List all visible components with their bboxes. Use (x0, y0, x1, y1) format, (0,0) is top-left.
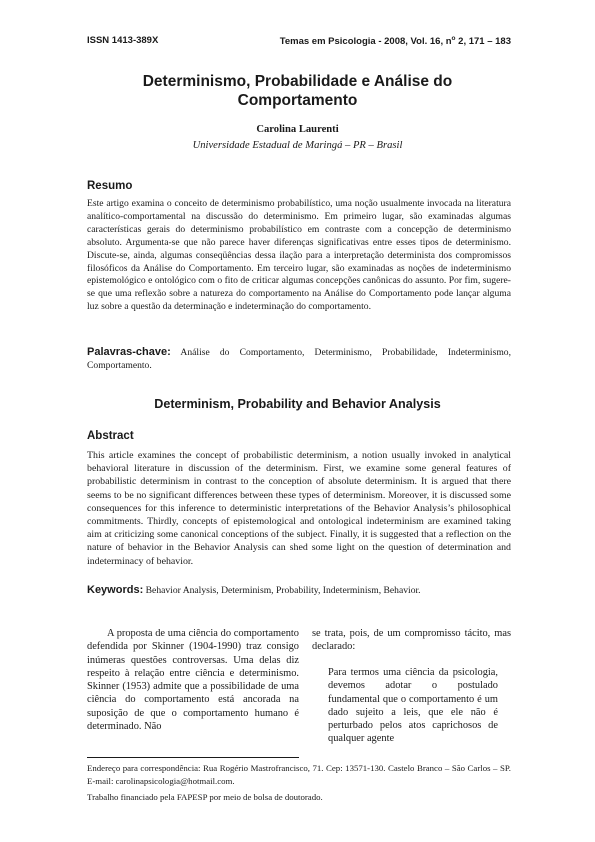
article-title-pt-line1: Determinismo, Probabilidade e Análise do (142, 73, 453, 90)
body-column-right-intro: se trata, pois, de um compromisso tácito, mas declarado: (312, 628, 511, 653)
journal-pages-text: 2, 171 – 183 (455, 36, 511, 48)
funding-footnote: Trabalho financiado pela FAPESP por meio de bolsa de doutorado. (87, 792, 323, 802)
block-quote: Para termos uma ciência da psicologia, devemos adotar o postulado fundamental que o comportamento é um dado sujeito a leis, que ele não é perturbado pelos atos caprichosos de qualquer agente (328, 667, 498, 745)
article-title-pt (60, 72, 535, 110)
abstract-text: This article examines the concept of probabilistic determinism, a notion usually invoked in analytical behavioral literature in discussion of the determinism. First, we examine some general features of probabilistic determinism in contrast to the conception of absolute determinism. It is argued that there seems to be no significant differences between these types of determinism. Moreover, it is discussed some consequences for this inference to deterministic interpretations of the Behavior Analysis’s philosophical commitments. Thirdly, concepts of epistemological and ontological indeterminism are examined taking aim at criticizing some canonical conceptions of the subject. Finally, it is suggested that a reflection on the nature of behavior in the Behavior Analysis can shed some light on the question of determination and indeterminacy of behavior. (87, 450, 511, 567)
abstract-heading: Abstract (87, 430, 134, 442)
resumo-text: Este artigo examina o conceito de determinismo probabilístico, uma noção usualmente invocada na literatura analítico-comportamental na discussão do determinismo. Em primeiro lugar, são examinadas algumas características gerais do determinismo probabilístico em contraste com a concepção de determinismo absoluto. Argumenta-se que não parece haver diferenças significativas entre esses tipos de determinismo. Discute-se, ainda, algumas conseqüências dessa ilação para a interpretação determinista dos compromissos filosóficos da Análise do Comportamento. Em terceiro lugar, são examinadas as noções de indeterminismo epistemológico e ontológico com o fito de criticar algumas concepções canônicas do assunto. Por fim, sugere-se que uma reflexão sobre a natureza do comportamento na Análise do Comportamento pode lançar alguma luz sobre a questão da determinação e indeterminação do comportamento. (87, 198, 511, 313)
keywords-list: Behavior Analysis, Determinism, Probability, Indeterminism, Behavior. (145, 585, 421, 596)
keywords-label: Keywords: (87, 584, 144, 596)
article-title-pt-line2: Comportamento (237, 92, 358, 109)
journal-citation-header (280, 35, 511, 47)
palavras-chave-list: Análise do Comportamento, Determinismo, Probabilidade, Indeterminismo, Comportamento. (87, 347, 511, 371)
palavras-chave-label: Palavras-chave: (87, 346, 171, 358)
correspondence-footnote: Endereço para correspondência: Rua Rogério Mastrofrancisco, 71. Cep: 13571-130. Castelo Branco – São Carlos – SP. E-mail: carolinapsicologia@hotmail.com. (87, 763, 511, 786)
palavras-chave-line (87, 346, 511, 373)
resumo-heading: Resumo (87, 180, 133, 192)
body-column-left: A proposta de uma ciência do comportamento defendida por Skinner (1904-1990) traz consigo inúmeras questões controversas. Uma delas diz respeito à relação entre ciência e determinismo. Skinner (1953) admite que a possibilidade de uma ciência do comportamento está ancorada na suposição de que o comportamento humano é determinado. Não (87, 628, 299, 733)
author-affiliation: Universidade Estadual de Maringá – PR – Brasil (192, 140, 403, 151)
footnote-separator (87, 757, 299, 758)
author-name: Carolina Laurenti (256, 124, 339, 135)
issue-number-superscript: o (451, 35, 456, 42)
keywords-line (87, 584, 511, 596)
article-title-en: Determinism, Probability and Behavior Analysis (154, 397, 441, 411)
issn-header: ISSN 1413-389X (87, 35, 159, 46)
journal-citation-text: Temas em Psicologia - 2008, Vol. 16, n (279, 36, 452, 48)
